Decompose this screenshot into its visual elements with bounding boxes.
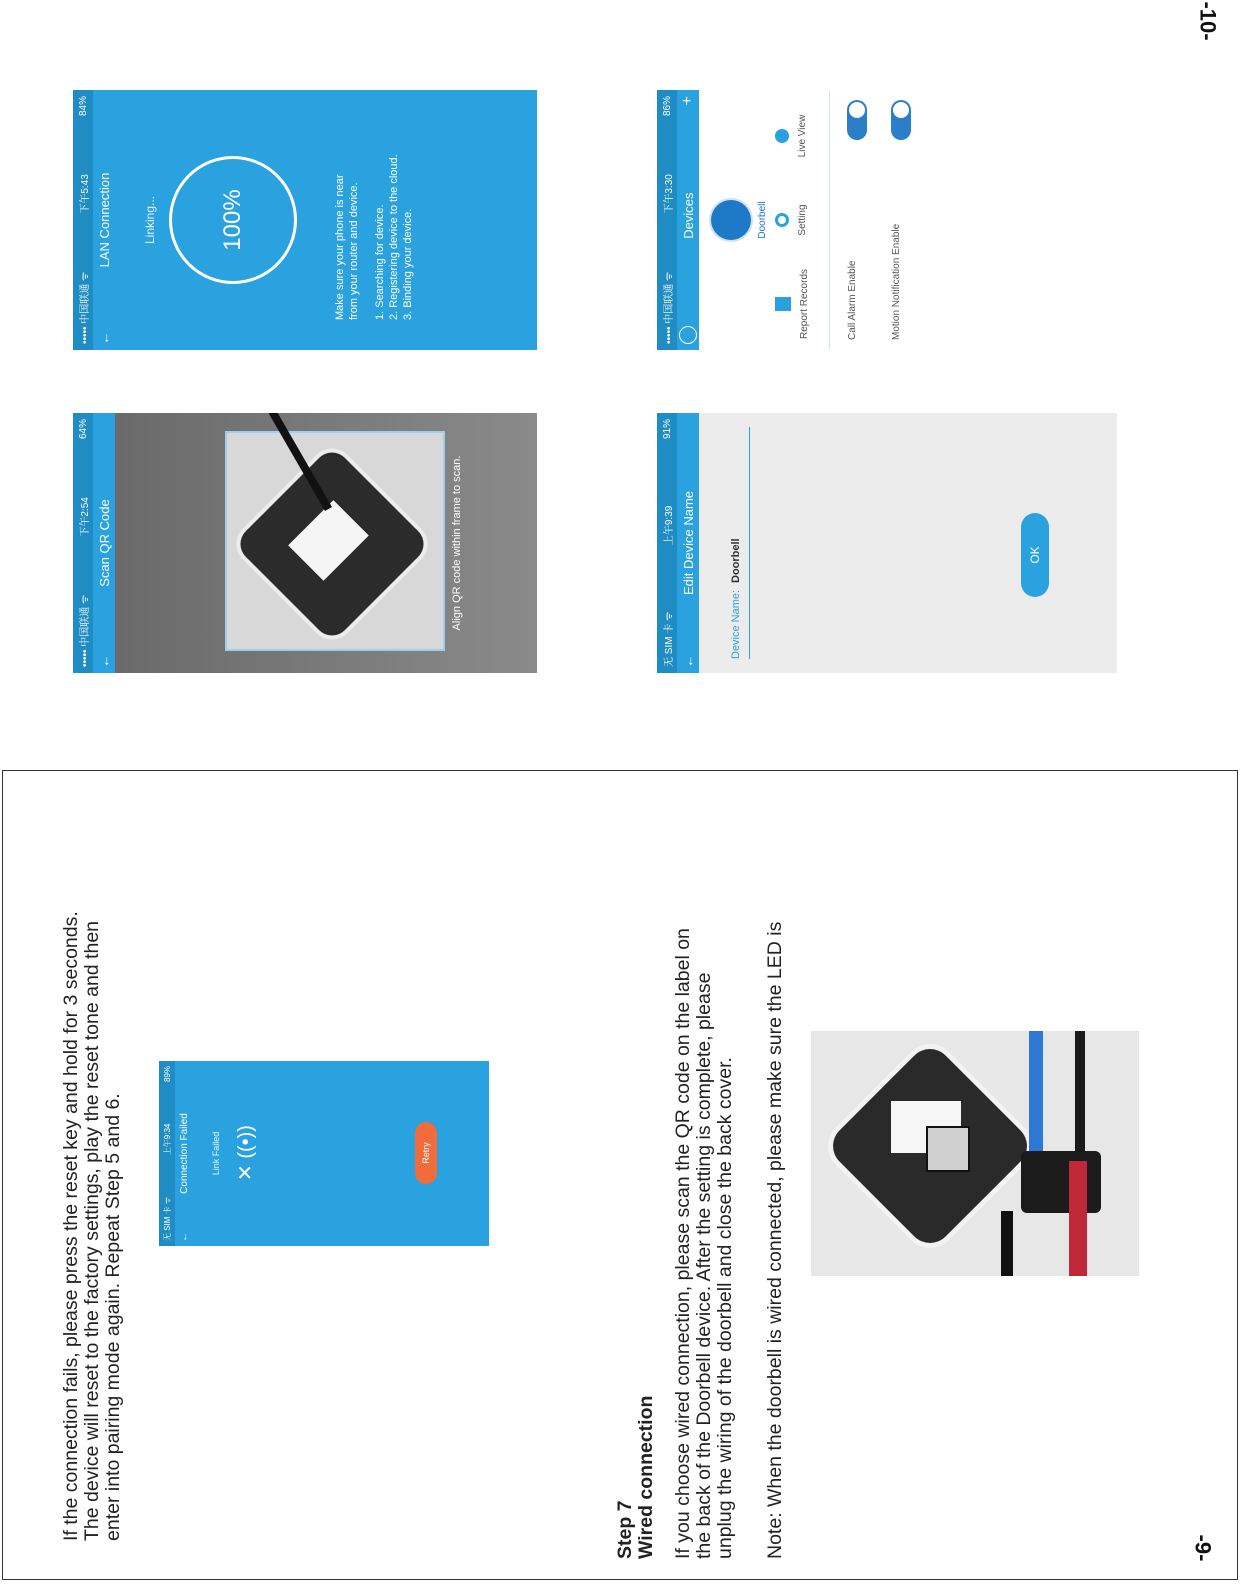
toggle-row (847, 100, 877, 340)
red-cable (1069, 1161, 1087, 1276)
page-number-top: -10- (1195, 1, 1221, 41)
status-battery: 84% (77, 96, 89, 117)
back-arrow-icon[interactable]: ← (680, 654, 696, 668)
device-name-field[interactable] (723, 427, 750, 659)
toggle-label: Call Alarm Enable (847, 260, 858, 340)
scan-qr-screenshot (73, 413, 537, 673)
status-carrier: 无 SIM 卡 ᯤ (663, 611, 675, 667)
edit-device-name-screenshot (657, 413, 1117, 673)
device-tabs (769, 90, 830, 350)
user-icon[interactable] (679, 326, 697, 344)
status-carrier: ••••• 中国联通 ᯤ (79, 271, 91, 344)
tab-label: Setting (797, 204, 808, 236)
device-name: Doorbell (757, 201, 768, 239)
devices-screenshot (657, 90, 1117, 350)
lan-connection-screenshot (73, 90, 537, 350)
back-arrow-icon[interactable]: ← (178, 1232, 190, 1242)
scan-frame (225, 431, 445, 651)
text-line: If the connection fails, please press the reset key and hold for 3 seconds. (60, 911, 82, 1541)
step-item: 3. Binding your device. (402, 208, 414, 320)
note-line: Make sure your phone is near (334, 174, 346, 320)
proximity-note (333, 110, 361, 320)
camera-icon (775, 129, 789, 143)
status-battery: 86% (661, 96, 673, 117)
device-name-value: Doorbell (730, 538, 742, 583)
add-device-icon[interactable]: + (679, 96, 696, 106)
status-battery: 91% (661, 419, 673, 440)
tab-report-records[interactable] (775, 262, 810, 346)
link-failed-label: Link Failed (211, 1131, 221, 1176)
status-time: 上午9:39 (663, 505, 675, 546)
doorbell-back-photo (233, 445, 431, 643)
status-time: 下午3:30 (663, 174, 675, 214)
page-number-bottom: -9- (1190, 1534, 1216, 1562)
device-label (288, 500, 369, 581)
step-item: 2. Registering device to the cloud. (388, 154, 400, 320)
status-time: 下午5:43 (79, 174, 91, 214)
status-battery: 89% (162, 1066, 172, 1083)
text-line: unplug the wiring of the doorbell and close the back cover. (714, 1057, 736, 1559)
scan-hint: Align QR code within frame to scan. (451, 455, 463, 631)
screen-title: Connection Failed (178, 1113, 190, 1194)
black-cable (1001, 1211, 1013, 1276)
note-line: from your router and device. (348, 182, 360, 320)
tab-live-view[interactable] (775, 94, 808, 178)
text-line: Note: When the doorbell is wired connected, please make sure the LED is (764, 921, 786, 1559)
linking-label: Linking... (143, 195, 157, 245)
toggle-row (891, 100, 921, 340)
page-10 (0, 0, 1240, 770)
status-time: 上午9:34 (162, 1123, 172, 1156)
report-records-icon (775, 297, 791, 311)
gear-icon (775, 213, 789, 227)
step-label: Step 7 (614, 1500, 636, 1559)
terminal-block (926, 1126, 970, 1172)
tab-label: Live View (797, 114, 808, 158)
status-carrier: ••••• 中国联通 ᯤ (79, 594, 91, 667)
intro-paragraph (61, 911, 124, 1541)
call-alarm-toggle[interactable] (847, 100, 867, 140)
step-title: Wired connection (635, 1395, 657, 1559)
status-battery: 64% (77, 419, 89, 440)
note-paragraph (765, 922, 786, 1559)
connection-failed-screenshot (159, 1061, 489, 1246)
screen-title: LAN Connection (96, 172, 112, 268)
wired-doorbell-photo (811, 1031, 1139, 1276)
text-line: enter into pairing mode again. Repeat Step 5 and 6. (102, 1093, 124, 1541)
step-item: 1. Searching for device. (374, 204, 386, 320)
back-arrow-icon[interactable]: ← (96, 654, 112, 668)
poe-adapter (1021, 1151, 1101, 1213)
screen-title: Edit Device Name (680, 490, 696, 596)
toggle-label: Motion Notification Enable (891, 223, 902, 340)
status-time: 下午2:54 (79, 497, 91, 537)
ok-button[interactable]: OK (1021, 513, 1049, 597)
text-line: the back of the Doorbell device. After the setting is complete, please (693, 972, 715, 1559)
screen-title: Scan QR Code (96, 499, 112, 587)
progress-percent: 100% (219, 189, 246, 251)
text-line: The device will reset to the factory settings, play the reset tone and then (81, 920, 103, 1541)
wifi-failed-icon: ✕ ((•)) (235, 1125, 257, 1181)
device-avatar[interactable] (711, 200, 751, 240)
back-arrow-icon[interactable]: ← (96, 331, 112, 345)
motion-notification-toggle[interactable] (891, 100, 911, 140)
device-name-label: Device Name: (730, 589, 742, 659)
linking-steps (373, 100, 415, 320)
screen-title: Devices (680, 192, 696, 239)
tab-label: Report Records (799, 268, 810, 340)
status-carrier: ••••• 中国联通 ᯤ (663, 271, 675, 344)
tab-setting[interactable] (775, 178, 808, 262)
status-carrier: 无 SIM 卡 ᯤ (162, 1196, 172, 1241)
page-9 (2, 770, 1238, 1580)
text-line: If you choose wired connection, please scan the QR code on the label on (672, 928, 694, 1559)
step-heading (615, 1396, 657, 1559)
wired-paragraph (673, 928, 736, 1559)
retry-button[interactable]: Retry (415, 1122, 437, 1184)
camera-view (115, 413, 537, 673)
